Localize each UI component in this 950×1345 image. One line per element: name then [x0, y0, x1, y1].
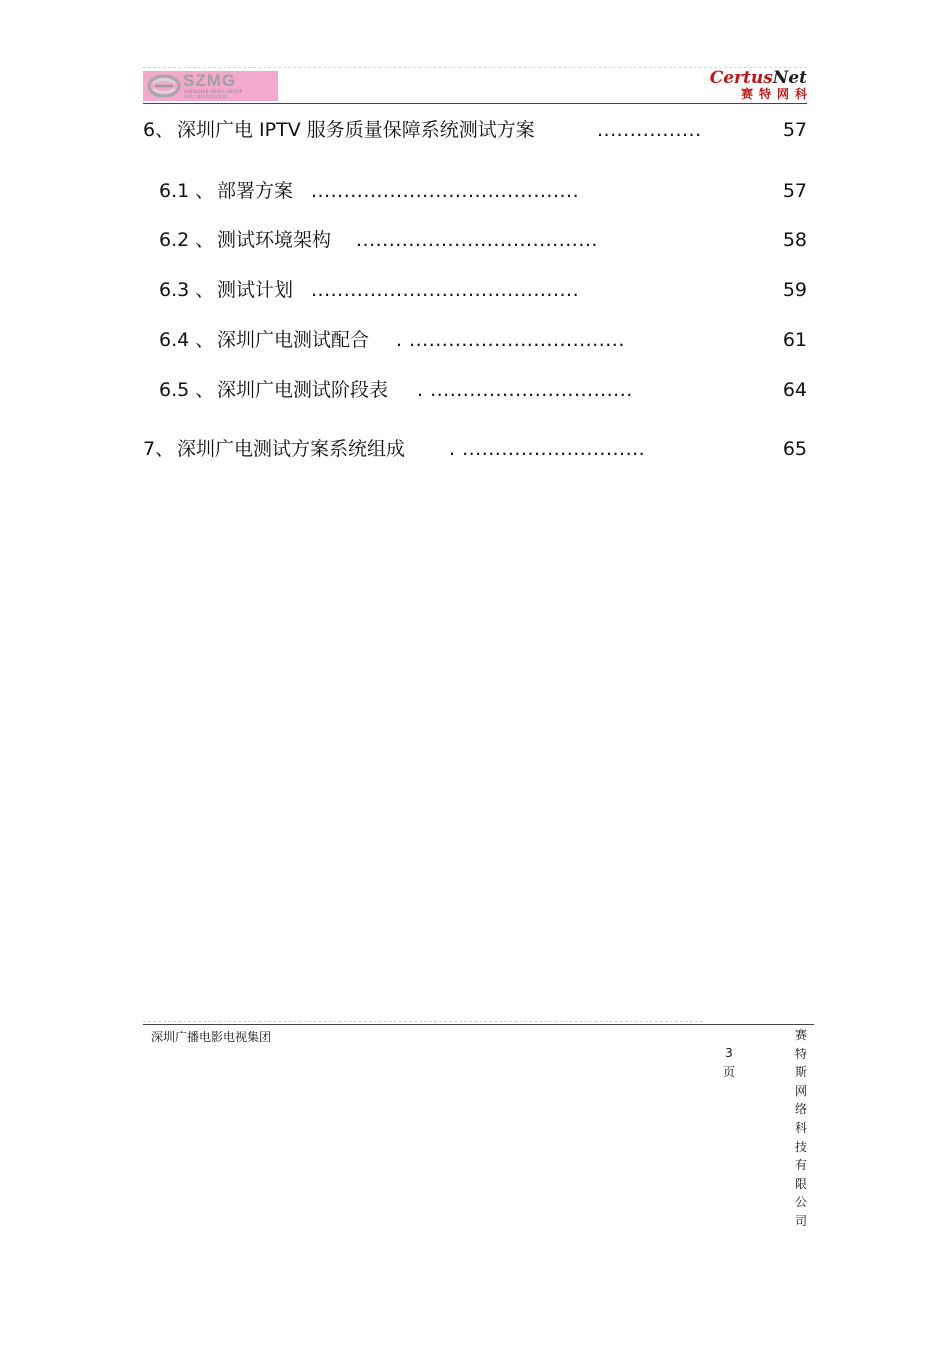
company-char: 限	[794, 1176, 807, 1191]
page-unit: 页	[722, 1065, 735, 1079]
toc-number: 6.3 、	[159, 279, 215, 301]
toc-number: 6、	[143, 119, 175, 141]
certusnet-logo	[697, 68, 813, 102]
toc-title: 部署方案	[217, 180, 294, 202]
certusnet-wordmark-b: Net	[772, 68, 807, 88]
toc-leader: .........................................	[311, 180, 580, 202]
footer-organization: 深圳广播电影电视集团	[151, 1030, 272, 1044]
szmg-cn-subtitle: 深圳广播电影电视集团	[184, 94, 227, 99]
header-rule	[143, 103, 807, 104]
toc-title: 深圳广电测试配合	[217, 329, 370, 351]
company-char: 有	[794, 1158, 807, 1173]
szmg-wordmark: SZMG	[183, 71, 237, 90]
company-char: 网	[794, 1083, 807, 1098]
toc-number: 7、	[143, 438, 175, 460]
toc-page: 61	[782, 329, 807, 351]
company-char: 斯	[794, 1065, 807, 1080]
certusnet-cn-name: 赛特网科	[740, 87, 813, 101]
company-char: 司	[794, 1213, 807, 1228]
toc-number: 6.1 、	[159, 180, 215, 202]
certusnet-wordmark-a: Certus	[709, 68, 773, 88]
toc-entry-7[interactable]	[143, 436, 807, 462]
company-char: 赛	[794, 1028, 807, 1042]
toc-title: 测试计划	[217, 279, 294, 301]
company-char: 络	[794, 1102, 807, 1117]
toc-page: 64	[782, 379, 807, 401]
toc-leader: . ............................	[449, 438, 646, 460]
toc-leader: .........................................	[311, 279, 580, 301]
szmg-logo	[143, 71, 278, 101]
toc-page: 57	[782, 119, 807, 141]
toc-page: 58	[782, 229, 807, 251]
szmg-logo-text	[181, 73, 242, 99]
certusnet-wordmark	[697, 70, 807, 87]
company-char: 特	[794, 1046, 807, 1061]
toc-title: 深圳广电测试阶段表	[217, 379, 389, 401]
company-char: 公	[794, 1195, 807, 1210]
toc-leader: . .................................	[396, 329, 625, 351]
page-number: 3	[725, 1046, 733, 1060]
toc-leader: ................	[597, 119, 702, 141]
toc-entry-6-4[interactable]	[143, 327, 807, 353]
footer-page-number	[722, 1044, 736, 1082]
toc-entry-6-1[interactable]	[143, 178, 807, 204]
szmg-subtitle: SHENZHEN MEDIA GROUP	[184, 89, 243, 94]
company-char: 科	[794, 1120, 807, 1135]
toc-page: 65	[782, 438, 807, 460]
toc-entry-6-5[interactable]	[143, 377, 807, 403]
toc-page: 59	[782, 279, 807, 301]
toc-leader: . ...............................	[417, 379, 633, 401]
toc-entry-6-3[interactable]	[143, 277, 807, 303]
header-dashed-rule	[143, 67, 807, 68]
toc-title: 测试环境架构	[217, 229, 332, 251]
footer-dashed-rule	[143, 1021, 703, 1022]
toc-number: 6.5 、	[159, 379, 215, 401]
toc-number: 6.4 、	[159, 329, 215, 351]
toc-title: 深圳广电 IPTV 服务质量保障系统测试方案	[177, 119, 535, 141]
toc-page: 57	[782, 180, 807, 202]
toc-entry-6[interactable]	[143, 117, 807, 143]
footer-company-vertical	[794, 1026, 808, 1231]
toc-number: 6.2 、	[159, 229, 215, 251]
toc-leader: .....................................	[356, 229, 598, 251]
toc-title: 深圳广电测试方案系统组成	[177, 438, 406, 460]
footer-rule	[143, 1024, 814, 1025]
company-char: 技	[794, 1139, 807, 1154]
szmg-emblem-icon	[147, 74, 181, 98]
toc-entry-6-2[interactable]	[143, 227, 807, 253]
